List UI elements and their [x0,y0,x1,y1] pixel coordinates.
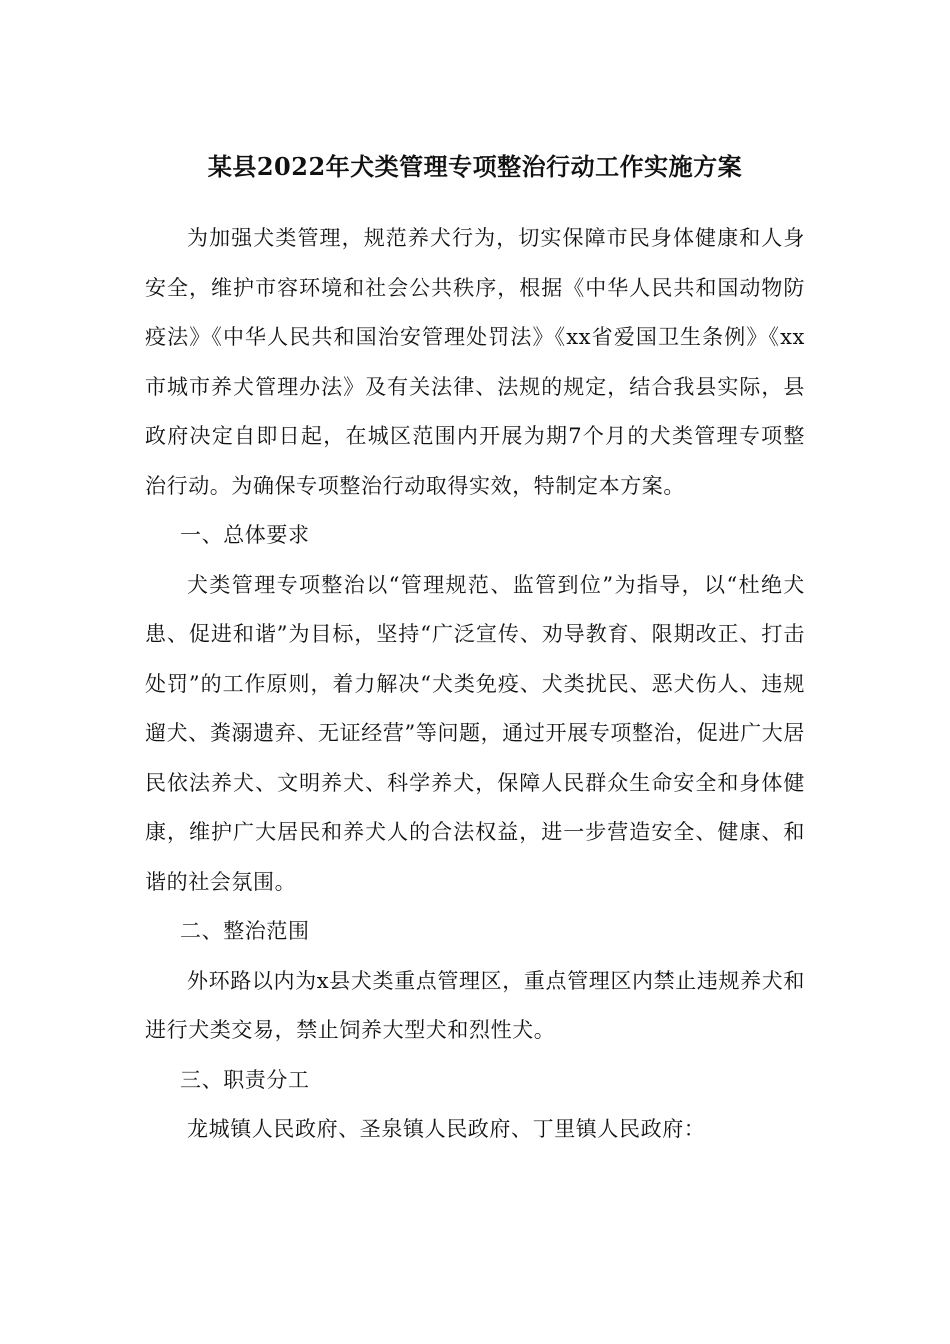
section-body-responsibilities: 龙城镇人民政府、圣泉镇人民政府、丁里镇人民政府： [187,1117,706,1141]
section-body-general-requirements: 犬类管理专项整治以“管理规范、监管到位”为指导，以“杜绝犬患、促进和谐”为目标，坚持“广泛宣传、劝导教育、限期改正、打击处罚”的工作原则，着力解决“犬类免疫、犬类扰民、恶犬伤人、违规遛犬、粪溺遗弃、无证经营”等问题，通过开展专项整治，促进广大居民依法养犬、文明养犬、科学养犬，保障人民群众生命安全和身体健康，维护广大居民和养犬人的合法权益，进一步营造安全、健康、和谐的社会氛围。 [145,572,805,894]
section-heading-general-requirements: 一、总体要求 [180,523,310,547]
section-heading-responsibilities: 三、职责分工 [180,1067,310,1092]
section-heading-scope: 二、整治范围 [180,919,310,943]
section-body-scope: 外环路以内为x县犬类重点管理区，重点管理区内禁止违规养犬和进行犬类交易，禁止饲养大型犬和烈性犬。 [145,968,805,1042]
document-title: 某县2022年犬类管理专项整治行动工作实施方案 [207,152,743,181]
document-page [145,150,805,1155]
intro-paragraph: 为加强犬类管理，规范养犬行为，切实保障市民身体健康和人身安全，维护市容环境和社会公共秩序，根据《中华人民共和国动物防疫法》《中华人民共和国治安管理处罚法》《xx省爱国卫生条例》《xx市城市养犬管理办法》及有关法律、法规的规定，结合我县实际，县政府决定自即日起，在城区范围内开展为期7个月的犬类管理专项整治行动。为确保专项整治行动取得实效，特制定本方案。 [145,226,805,498]
